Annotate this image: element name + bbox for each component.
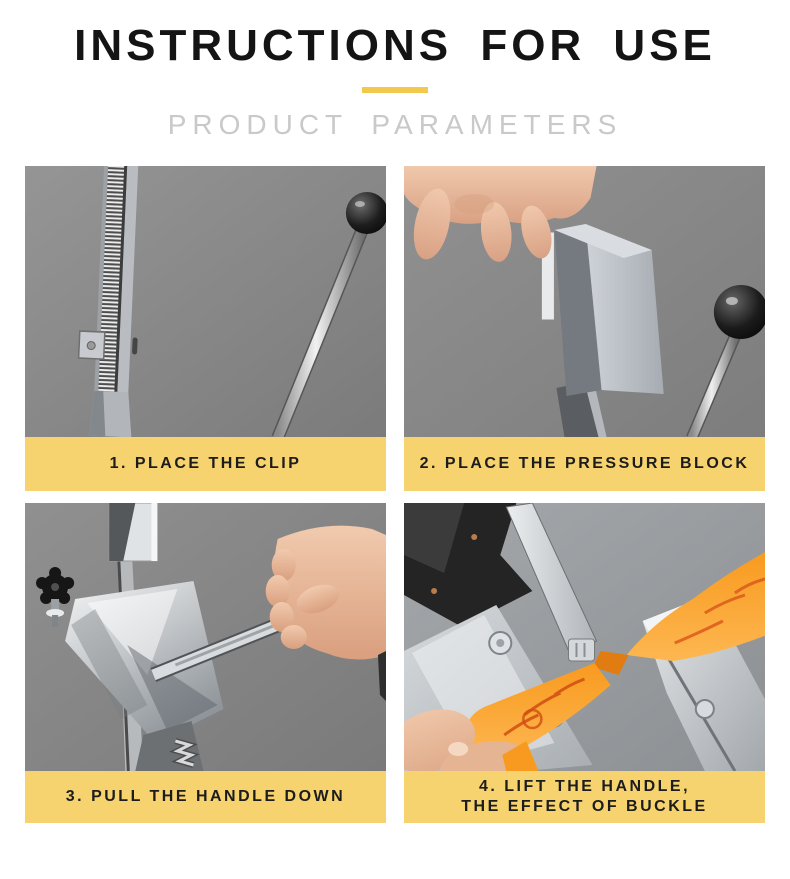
bag-buckle-illustration [404, 503, 765, 771]
clip-rack-illustration [25, 166, 386, 437]
caption-step-1-text: 1. PLACE THE CLIP [109, 454, 302, 472]
caption-step-4-line1: 4. LIFT THE HANDLE, [478, 777, 691, 795]
step-4 [404, 503, 765, 823]
steps-grid [0, 166, 790, 823]
caption-step-4 [404, 771, 765, 823]
title-divider [362, 87, 428, 93]
pull-handle-illustration [25, 503, 386, 771]
step-3 [25, 503, 386, 823]
sheet-header [0, 0, 790, 142]
step-2 [404, 166, 765, 491]
caption-step-3 [25, 771, 386, 823]
pressure-block-illustration [404, 166, 765, 437]
page-title: INSTRUCTIONS FOR USE [74, 21, 716, 70]
photo-pull-handle-down [25, 503, 386, 771]
caption-step-2 [404, 437, 765, 491]
photo-place-clip [25, 166, 386, 437]
page-subtitle: PRODUCT PARAMETERS [167, 109, 623, 141]
photo-lift-handle-buckle [404, 503, 765, 771]
caption-step-2-text: 2. PLACE THE PRESSURE BLOCK [419, 454, 750, 472]
caption-step-3-text: 3. PULL THE HANDLE DOWN [65, 787, 346, 805]
photo-place-pressure-block [404, 166, 765, 437]
caption-step-1 [25, 437, 386, 491]
step-1 [25, 166, 386, 491]
caption-step-4-line2: THE EFFECT OF BUCKLE [461, 797, 708, 815]
